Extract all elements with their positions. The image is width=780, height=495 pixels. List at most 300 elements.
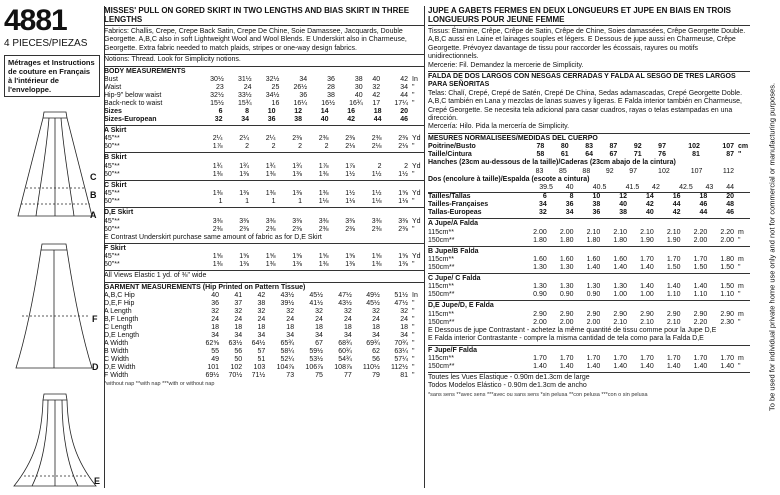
hanches-label: Hanches (23cm au-dessous de la taille)/Caderas (23cm abajo de la cintura): [428, 159, 676, 167]
cell-value: 1½: [345, 190, 355, 198]
view-yardage-table: [428, 283, 750, 299]
view-name: A Jupe/A Falda: [428, 220, 479, 228]
view-block: [428, 218, 750, 244]
table-row: [104, 218, 424, 226]
cell-value: 2: [298, 143, 302, 151]
row-label: Sizes-European: [104, 116, 157, 124]
row-label: Back-neck to waist: [104, 100, 163, 108]
cell-value: 18: [286, 324, 295, 332]
cell-value: 18: [234, 324, 243, 332]
cell-value: 24: [257, 316, 266, 324]
english-title: MISSES' PULL ON GORED SKIRT IN TWO LENGTHS AND BIAS SKIRT IN THREE LENGTHS: [104, 6, 424, 26]
row-label: 150cm**: [428, 291, 455, 299]
cell-unit: ": [738, 318, 741, 326]
cell-unit: m: [738, 283, 744, 291]
cell-value: 58¼: [280, 348, 295, 356]
cell-unit: ": [412, 356, 415, 364]
table-row: [104, 135, 424, 143]
cell-value: 14: [320, 108, 329, 116]
cell-value: 1.90: [666, 236, 681, 244]
cell-value: 43½: [338, 300, 352, 308]
cell-value: 1.40: [640, 283, 654, 291]
cell-value: 97: [658, 143, 666, 151]
cell-value: 10: [592, 193, 601, 201]
cell-value: 24: [286, 316, 295, 324]
cell-value: 1.40: [533, 362, 547, 370]
cell-value: 1⅝: [239, 253, 249, 261]
cell-value: 44: [699, 209, 708, 217]
table-row: [104, 116, 424, 124]
cell-value: 1⅜: [212, 190, 223, 198]
row-label: C Width: [104, 356, 129, 364]
cell-value: 1⅞: [345, 162, 355, 170]
cell-value: 1.80: [559, 236, 574, 244]
table-row: [428, 209, 750, 217]
table-row: [428, 229, 750, 237]
cell-value: 112: [722, 167, 734, 175]
cell-value: 1⅜: [318, 190, 329, 198]
cell-value: 1.50: [666, 263, 681, 271]
cell-value: 92: [605, 167, 614, 175]
row-label: 60"**: [104, 261, 120, 269]
table-row: [104, 253, 424, 261]
hanches-table: [428, 168, 750, 176]
row-label: A Width: [104, 340, 129, 348]
view-yardage-table: [104, 163, 424, 179]
cell-value: 18: [699, 193, 708, 201]
cell-value: 34: [565, 209, 574, 217]
cell-value: 2⅜: [398, 225, 408, 233]
cell-value: 2⅛: [371, 143, 382, 151]
tissus-text: Tissus: Étamine, Crêpe, Crêpe de Satin, Crêpe de Chine, Soies damassées, Crêpe Georgette Double. A,B,C aussi en Laine et lainages souples et légers. E Dessous de jupe aussi en Charmeuse, Crêpe Georgette. Prévoyez davantage de tissu pour raccorder les écossais, rayures ou motifs unidirectionnels.: [428, 28, 746, 61]
table-row: [428, 151, 750, 159]
cell-value: 40: [320, 116, 329, 124]
cell-value: 41.5: [625, 184, 640, 192]
cell-value: 32: [372, 84, 381, 92]
cell-value: 2: [404, 162, 408, 170]
cell-value: 32: [344, 308, 352, 316]
row-label: D,E Width: [104, 364, 136, 372]
table-row: [104, 190, 424, 198]
cell-value: 38: [257, 300, 266, 308]
view-name: B Skirt: [104, 154, 127, 162]
cell-value: 49: [211, 356, 220, 364]
cell-value: 1⅛: [318, 198, 329, 206]
cell-value: 2⅜: [371, 135, 382, 143]
cell-value: 1⅞: [318, 162, 329, 170]
row-label: 150cm**: [428, 318, 455, 326]
tailles-table: [428, 192, 750, 217]
cell-value: 2.20: [693, 318, 708, 326]
cell-value: 40: [565, 184, 574, 192]
spanish-title: FALDA DE DOS LARGOS CON NESGAS CERRADAS Y FALDA AL SESGO DE TRES LARGOS PARA SEÑORITAS: [428, 71, 750, 90]
cell-value: 2⅜: [345, 225, 355, 233]
cell-value: 110½: [362, 364, 380, 372]
cell-value: 24: [372, 316, 380, 324]
cell-value: 107: [722, 143, 734, 151]
cell-value: 64: [585, 151, 593, 159]
cell-value: 2.00: [559, 228, 574, 236]
view-name: F Jupe/F Falda: [428, 346, 478, 354]
row-label: Tailles-Françaises: [428, 201, 489, 209]
cell-value: 25: [271, 84, 280, 92]
elastic-note-fr: Toutes les Vues Elastique - 0.90m de1.3cm de large: [428, 372, 750, 382]
view-name: C Jupe/ C Falda: [428, 274, 481, 282]
right-footnote: *sans sens **avec sens ***avec ou sans sens *sin pelusa **con pelusa ***con o sin pelusa: [428, 391, 648, 398]
cell-value: 65¾: [280, 340, 295, 348]
cell-value: 2.20: [693, 228, 708, 236]
cell-value: 44: [373, 116, 382, 124]
cell-value: 1.60: [613, 255, 627, 263]
left-strip: [4, 6, 104, 490]
cell-value: 1⅝: [292, 253, 302, 261]
cell-value: 34: [315, 332, 323, 340]
view-yardage-table: [428, 355, 750, 371]
cell-value: 1⅝: [398, 190, 408, 198]
cell-value: 2: [324, 143, 329, 151]
cell-value: 38: [592, 201, 601, 209]
cell-value: 34: [400, 84, 408, 92]
cell-unit: ": [412, 300, 415, 308]
cell-value: 3⅜: [345, 217, 355, 225]
cell-value: 1.50: [720, 263, 734, 271]
view-yardage-table: [428, 229, 750, 245]
cell-value: 34: [299, 76, 308, 84]
cell-value: 1.30: [559, 283, 574, 291]
cell-value: 77: [344, 372, 352, 380]
cell-value: 3⅜: [212, 217, 223, 225]
cell-value: 1⅜: [292, 190, 302, 198]
cell-value: 47½: [338, 292, 352, 300]
cell-value: 69½: [205, 372, 220, 380]
cell-value: 2.10: [586, 228, 601, 236]
table-row: [428, 168, 750, 176]
view-yardage-table: [104, 253, 424, 269]
cell-value: 1.30: [613, 283, 627, 291]
cell-value: 34: [372, 332, 380, 340]
cell-value: 75: [315, 372, 323, 380]
cell-value: 34½: [265, 92, 280, 100]
cell-value: 108⅞: [334, 364, 352, 372]
cell-value: 15½: [210, 100, 224, 108]
cell-value: 12: [294, 108, 302, 116]
cell-value: 1.30: [559, 263, 574, 271]
table-row: [104, 261, 424, 269]
row-label: [428, 184, 522, 192]
cell-value: 1⅜: [239, 190, 249, 198]
cell-value: 2.90: [533, 310, 547, 318]
cell-value: 71½: [251, 372, 266, 380]
cell-value: 112½: [391, 364, 408, 372]
cell-value: 16: [347, 108, 355, 116]
cell-value: 39½: [280, 300, 295, 308]
cell-value: 20: [726, 193, 734, 201]
cell-value: 2: [377, 162, 382, 170]
dessous-note-es: E Falda interior Contrastante - compre la misma cantidad de tela como para la Falda D,E: [428, 335, 704, 343]
pieces-count: 4 PIECES/PIEZAS: [4, 38, 88, 49]
cell-unit: ": [738, 151, 742, 159]
cell-value: 32½: [210, 92, 224, 100]
table-row: [428, 291, 750, 299]
row-label: 115cm**: [428, 283, 454, 291]
cell-unit: ": [412, 170, 415, 178]
contrast-underskirt-note: E Contrast Underskirt purchase same amount of fabric as for D,E Skirt: [104, 233, 322, 241]
cell-value: 53½: [309, 356, 323, 364]
cell-value: 51½: [394, 292, 408, 300]
table-row: [428, 237, 750, 245]
cell-unit: [736, 184, 750, 192]
view-name: C Skirt: [104, 181, 127, 189]
cell-value: 56: [234, 348, 243, 356]
cell-value: 97: [629, 167, 638, 175]
cell-value: 42: [372, 92, 381, 100]
view-yardage-table: [428, 311, 750, 327]
cell-unit: [736, 209, 750, 217]
cell-value: 1⅜: [212, 170, 223, 178]
cell-value: 24: [211, 316, 220, 324]
cell-value: 15¾: [237, 100, 252, 108]
table-row: [104, 300, 424, 308]
cell-value: 1.30: [586, 283, 601, 291]
cell-value: 1.40: [666, 283, 681, 291]
cell-value: 46: [699, 201, 708, 209]
cell-value: 36: [565, 201, 574, 209]
cell-value: 40: [211, 292, 220, 300]
cell-value: 1.70: [666, 354, 681, 362]
cell-value: 32: [372, 308, 380, 316]
cell-value: 2⅜: [292, 135, 302, 143]
garment-measurements-heading: GARMENT MEASUREMENTS (Hip Printed on Pattern Tissue): [104, 282, 424, 292]
cell-value: 14: [645, 193, 654, 201]
view-block: [428, 246, 750, 272]
cell-value: 1.40: [586, 362, 601, 370]
table-row: [104, 226, 424, 234]
view-block: [104, 207, 424, 233]
cell-value: 32: [400, 308, 408, 316]
cell-value: 3⅜: [265, 217, 276, 225]
cell-value: 37: [234, 300, 243, 308]
cell-value: 1.70: [693, 354, 708, 362]
view-block: [104, 243, 424, 269]
row-label: 45"**: [104, 135, 120, 143]
cell-value: 2.00: [559, 318, 574, 326]
cell-value: 83: [535, 167, 544, 175]
cell-unit: Yd: [412, 162, 421, 170]
cell-value: 34: [538, 201, 547, 209]
cell-unit: Yd: [412, 217, 421, 225]
cell-value: 17: [372, 100, 381, 108]
view-block: [104, 152, 424, 178]
row-label: 45"**: [104, 162, 120, 170]
cell-value: 1⅛: [371, 198, 382, 206]
cell-value: 1⅝: [345, 253, 355, 261]
cell-value: 2.10: [640, 228, 654, 236]
table-row: [428, 256, 750, 264]
cell-value: 30: [354, 84, 363, 92]
view-name: F Skirt: [104, 245, 126, 253]
cell-value: 102: [658, 167, 670, 175]
view-block: [428, 300, 750, 326]
cell-value: 1⅜: [292, 170, 302, 178]
cell-value: 1: [245, 198, 249, 206]
cell-value: 0.90: [559, 291, 574, 299]
cell-value: 1⅜: [318, 261, 329, 269]
cell-unit: [736, 201, 750, 209]
cell-value: 1¾: [292, 162, 302, 170]
cell-value: 42: [347, 116, 355, 124]
cell-value: 2⅜: [239, 225, 249, 233]
view-label-b: B: [90, 190, 97, 200]
cell-value: 71: [633, 151, 642, 159]
cell-value: 1.90: [640, 236, 654, 244]
cell-value: 32: [315, 308, 323, 316]
cell-value: 58: [536, 151, 545, 159]
cell-value: 3⅜: [318, 217, 329, 225]
cell-value: 47½: [394, 300, 408, 308]
cell-value: 1⅜: [265, 190, 276, 198]
cell-value: 2¼: [212, 135, 223, 143]
cell-unit: ": [412, 308, 415, 316]
cell-value: 81: [692, 151, 700, 159]
table-row: [104, 143, 424, 151]
cell-unit: [736, 193, 750, 202]
cell-value: 1⅛: [345, 198, 355, 206]
row-label: D,E Length: [104, 332, 140, 340]
cell-value: 0.90: [586, 291, 601, 299]
cell-value: 3⅜: [292, 217, 302, 225]
cell-value: 31½: [237, 76, 252, 84]
cell-value: 85: [559, 167, 567, 175]
cell-value: 1.10: [693, 291, 708, 299]
view-block: [428, 273, 750, 299]
cell-value: 2⅜: [292, 225, 302, 233]
cell-value: 56: [372, 356, 380, 364]
row-label: Bust: [104, 76, 119, 84]
cell-value: 1.40: [613, 362, 627, 370]
cell-unit: ": [412, 316, 415, 324]
yardage-views: [104, 125, 424, 234]
body-measurements-table: [104, 76, 424, 108]
cell-value: 81: [400, 372, 408, 380]
row-label: Sizes: [104, 108, 122, 116]
cell-value: 2⅜: [318, 225, 329, 233]
cell-value: 32½: [265, 76, 280, 84]
cell-value: 32: [257, 308, 266, 316]
cell-value: 34: [234, 332, 243, 340]
dessous-note-fr: E Dessous de jupe Contrastant - achetez la même quantité de tissu comme pour la Jupe D,E: [428, 326, 717, 334]
cell-value: 18: [315, 324, 323, 332]
row-label: C Length: [104, 324, 133, 332]
cell-value: 1.70: [640, 354, 654, 362]
table-row: [428, 184, 750, 192]
view-block: [104, 180, 424, 206]
cell-value: 2.90: [693, 310, 708, 318]
cell-value: 1⅜: [265, 261, 276, 269]
cell-value: 41: [234, 292, 243, 300]
usage-restriction-text: To be used for individual private home use only and not for commercial or manufacturing purposes.: [767, 82, 777, 412]
metrage-views-f: [428, 345, 750, 371]
english-column: [104, 6, 424, 389]
cell-value: 67: [315, 340, 323, 348]
table-row: [428, 319, 750, 327]
cell-value: 40.5: [592, 184, 607, 192]
pattern-number: 4881: [4, 4, 67, 37]
divider-center: [424, 6, 425, 488]
cell-unit: ": [412, 324, 415, 332]
cell-unit: ": [412, 143, 415, 151]
cell-value: 1⅜: [239, 261, 249, 269]
cell-unit: ": [738, 291, 741, 299]
french-title: JUPE A GABETS FERMES EN DEUX LONGUEURS ET JUPE EN BIAIS EN TROIS LONGUEURS POUR JEUNE FEMME: [428, 6, 750, 26]
cell-value: 68¾: [338, 340, 352, 348]
cell-unit: cm: [738, 143, 749, 151]
cell-value: 2⅜: [318, 135, 329, 143]
cell-value: 1.00: [640, 291, 654, 299]
cell-value: 1½: [345, 170, 355, 178]
cell-value: 1: [298, 198, 302, 206]
cell-value: 24: [243, 84, 252, 92]
cell-value: 2.10: [640, 318, 654, 326]
cell-value: 1½: [371, 190, 382, 198]
cell-unit: In: [412, 292, 418, 300]
cell-value: 18: [400, 324, 408, 332]
cell-value: 34: [400, 332, 408, 340]
row-label: Tailles/Tallas: [428, 193, 471, 201]
cell-value: 1⅜: [212, 261, 223, 269]
cell-value: 101: [207, 364, 220, 372]
cell-value: 63½: [228, 340, 243, 348]
cell-value: 1.70: [720, 354, 734, 362]
language-note: Métrages et Instructions de couture en Français à l'intérieur de l'enveloppe.: [4, 55, 100, 97]
row-label: 115cm**: [428, 228, 454, 236]
table-row: [428, 363, 750, 371]
merceria-text: Mercería: Hilo. Pida la mercería de Simplicity.: [428, 123, 570, 131]
cell-value: 76: [658, 151, 666, 159]
view-name: A Skirt: [104, 127, 127, 135]
sizes-table: [104, 108, 424, 124]
cell-value: 62⅝: [205, 340, 220, 348]
cell-value: 1.80: [533, 236, 547, 244]
cell-value: 16: [672, 193, 681, 201]
cell-value: 1.50: [693, 263, 708, 271]
cell-value: 1.40: [666, 362, 681, 370]
view-name: D,E Skirt: [104, 209, 134, 217]
cell-value: 87: [609, 143, 618, 151]
cell-value: 1.70: [613, 354, 627, 362]
cell-value: 40: [354, 92, 363, 100]
view-label-c: C: [90, 172, 97, 182]
view-label-e: E: [94, 476, 101, 486]
cell-value: 1.70: [693, 255, 708, 263]
table-row: [104, 171, 424, 179]
cell-value: 1⅜: [239, 170, 249, 178]
cell-value: 24: [344, 316, 352, 324]
cell-value: 1.40: [586, 263, 601, 271]
cell-value: 2⅜: [265, 225, 276, 233]
cell-unit: m: [738, 310, 744, 318]
cell-value: 1.60: [586, 255, 601, 263]
cell-value: 79: [372, 372, 380, 380]
cell-value: 78: [536, 143, 545, 151]
cell-value: 24: [400, 316, 408, 324]
cell-unit: [736, 168, 750, 176]
cell-value: 1.60: [559, 255, 574, 263]
view-name: D,E Jupe/D, E Falda: [428, 302, 494, 310]
cell-unit: ": [412, 372, 415, 380]
cell-value: 103: [253, 364, 266, 372]
cell-value: 36: [211, 300, 220, 308]
cell-value: 28: [327, 84, 335, 92]
